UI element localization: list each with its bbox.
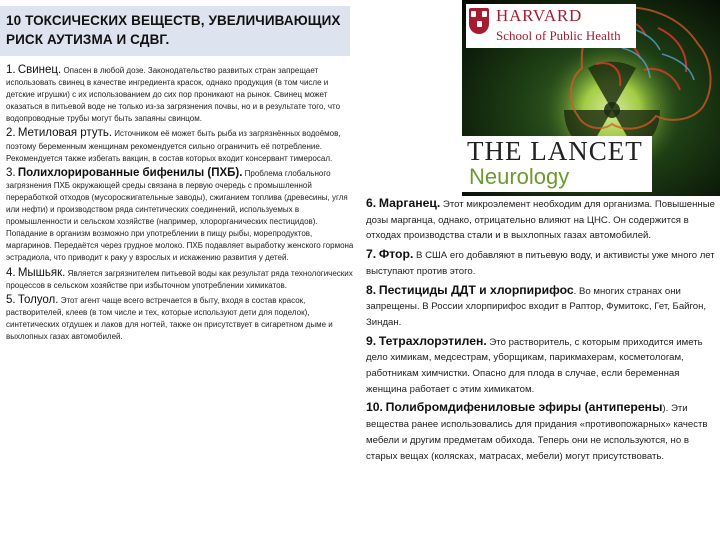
item-number: 5. [6, 293, 16, 306]
harvard-logo [466, 4, 636, 48]
item-text: Эти вещества ранее использовались для придания «противопожарных» качеств мебели и другим предметам обихода. Теперь они не используются, но в старых вещах (колясках, матрасах, мебели) могут присутствовать. [366, 403, 708, 462]
list-item [366, 196, 716, 244]
list-item [6, 267, 358, 292]
item-number: 6. [366, 196, 377, 210]
item-lead: Проблема [244, 168, 283, 178]
item-text: глобального загрязнения ПХБ окружающей среды связана в первую очередь с промышленной переработкой отходов (мусоросжигательные заводы), сжиганием топлива (древесины, угля или нефти) и производством ряда синтетических соединений, используемых в промышленности и сельском хозяйстве (например, хлорорганических пестицидов). Попадание в организм возможно при употреблении в пищу рыбы, морепродуктов, маргаринов. Передаётся через грудное молоко. ПХБ подавляет выработку женского гормона эстрадиола, что приводит к раку у взрослых и искажению развития у детей. [6, 168, 354, 263]
right-column [366, 196, 716, 467]
harvard-shield-icon [469, 8, 489, 34]
item-heading: Тетрахлорэтилен. [378, 333, 487, 348]
left-column [6, 64, 358, 345]
item-heading: Метиловая ртуть. [17, 127, 113, 140]
item-heading: Полихлорированные бифенилы (ПХБ). [17, 166, 243, 179]
item-text: приходится иметь дело химикам, медсестрам, уборщикам, парикмахерам, косметологам, работникам химчистки. Опасно для плода в случае, если беременная женщина работает с этим химикатом. [366, 336, 703, 395]
title-line-1: 10 ТОКСИЧЕСКИХ ВЕЩЕСТВ, УВЕЛИЧИВАЮЩИХ [6, 13, 341, 28]
item-number: 7. [366, 247, 377, 262]
item-number: 9. [366, 333, 377, 348]
harvard-school-name: School of Public Health [496, 28, 621, 43]
list-item [366, 400, 716, 464]
list-item [366, 247, 716, 279]
list-item [6, 167, 358, 265]
slide-title [0, 6, 350, 56]
item-heading: Толуол. [17, 293, 59, 306]
item-number: 1. [6, 64, 16, 76]
lancet-subtitle: Neurology [469, 164, 570, 189]
item-lead: Этот агент чаще всего встречается в быту, входя в состав [60, 295, 277, 305]
list-item [366, 334, 716, 398]
item-lead: . Во многих странах [573, 285, 663, 297]
item-number: 4. [6, 266, 16, 279]
item-heading: Свинец. [17, 64, 62, 76]
list-item [6, 64, 358, 125]
item-lead: Это растворитель, с которым [489, 336, 621, 348]
item-lead: Опасен в любой дозе. Законодательство развитых стран [63, 66, 276, 75]
item-text: много лет выступают против этого. [366, 250, 715, 277]
item-text: ряда технологических процессов в сельском хозяйстве при избыточном употреблении химикатов. [6, 268, 353, 290]
item-text: красок, растворителей, клеев (в том числе и тех, которые используют дети для поделок), синтетических отдушек и лаков для ногтей, также он присутствует в сигаретном дыме и выхлопных газах автомобилей. [6, 295, 333, 341]
item-heading: Марганец. [378, 196, 441, 210]
list-item [6, 294, 358, 343]
item-number: 2. [6, 127, 16, 140]
item-heading: Пестициды ДДТ и хлорпирифос [378, 282, 574, 297]
lancet-neurology-logo [462, 136, 652, 192]
list-item [6, 127, 358, 164]
item-text: запрещает использовать свинец в качестве ингредиента красок, однако продукция (в том числе и детские игрушки) с их использованием до сих пор проникают на рынок. Свинец может оказаться в питьевой воде не только из-за загрязнения почвы, но и в результате того, что водопроводные трубы могут быть запаяны свинцом. [6, 66, 341, 124]
item-number: 10. [366, 400, 383, 415]
item-lead: Этот микроэлемент необходим для организма. [442, 199, 653, 210]
item-lead: Источником её может быть рыба из [114, 129, 247, 139]
item-number: 3. [6, 166, 16, 179]
harvard-name: HARVARD [496, 6, 583, 25]
item-lead: Является загрязнителем питьевой воды как результат [67, 268, 269, 278]
item-text: загрязнённых водоёмов, поэтому беременным женщинам рекомендуется сильно ограничить её потребление. Рекомендуется также избегать вакцин, в состав которых входит консервант тимеросал. [6, 129, 341, 163]
item-number: 8. [366, 282, 377, 297]
item-heading: Полибромдифениловые эфиры (антиперены [385, 400, 663, 415]
item-heading: Фтор. [378, 247, 414, 262]
item-lead: В США его добавляют в питьевую воду, и активисты уже [416, 250, 669, 262]
list-item [366, 283, 716, 331]
item-lead: ). [662, 403, 669, 415]
item-heading: Мышьяк. [17, 266, 66, 279]
item-text: они запрещены. В России хлорпирифос входит в Раптор, Фумитокс, Гет, Байгон, Зиндан. [366, 285, 707, 328]
lancet-name: THE LANCET [467, 136, 643, 166]
item-text: Повышенные дозы марганца, однако, отрицательно влияют на ЦНС. Он содержится в отходах производства стали и в выхлопных газах автомобилей. [366, 199, 715, 242]
title-line-2: РИСК АУТИЗМА И СДВГ. [6, 32, 170, 47]
